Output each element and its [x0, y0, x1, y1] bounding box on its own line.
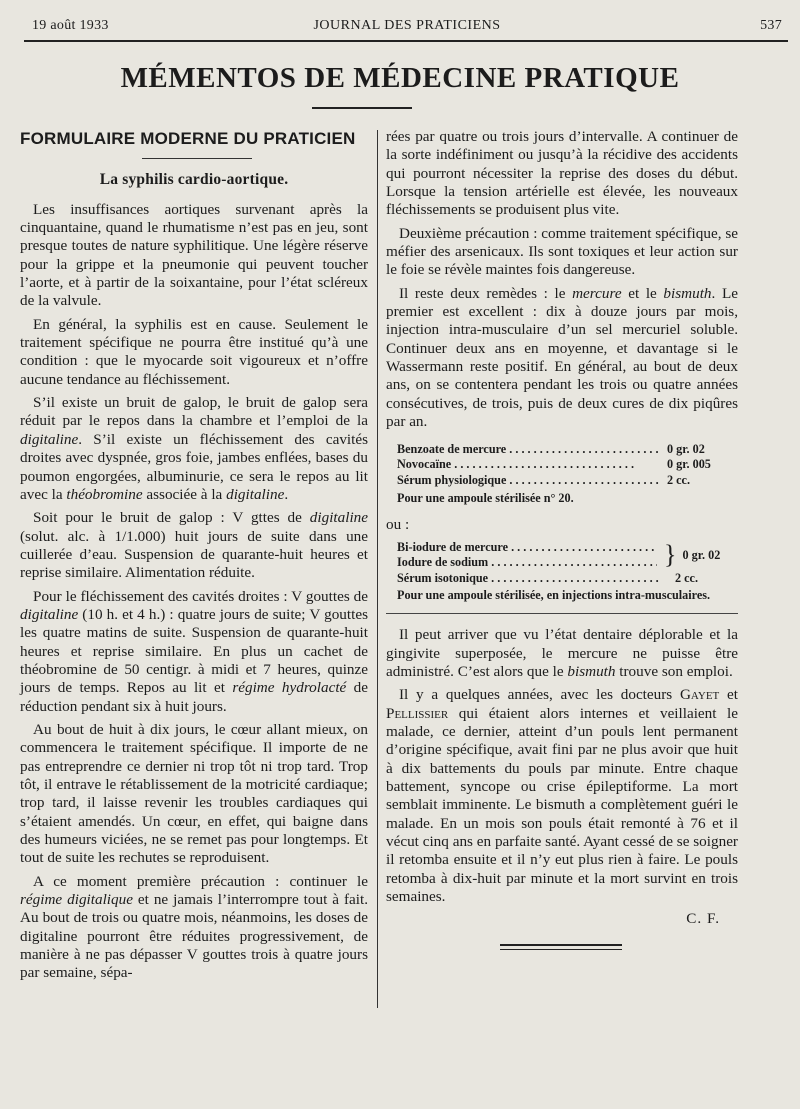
- prescription-2: [386, 540, 738, 604]
- end-rule-thin: [500, 949, 622, 950]
- prescription-line: Iodure de sodium . . .: [397, 555, 662, 571]
- end-rule: [500, 944, 622, 946]
- journal-name: JOURNAL DES PRATICIENS: [313, 18, 501, 33]
- title-rule: [312, 107, 412, 109]
- issue-date: 19 août 1933: [32, 18, 109, 33]
- section-header: FORMULAIRE MODERNE DU PRATICIEN: [20, 129, 356, 148]
- paragraph: A ce moment première précaution : continuer le régime digitalique et ne jamais l’interrompre tout à fait. Au bout de trois ou quatre mois, néanmoins, les doses de digitaline pourront être réduites progressivement, de manière à ne pas dépasser V gouttes trois à quatre jours par semaine, sépa-: [20, 872, 369, 982]
- paragraph: Pour le fléchissement des cavités droites : V gouttes de digitaline (10 h. et 4 h.) : quatre jours de suite; V gouttes les quatre matins de suite. Suspension de quarante-huit heures et reprise similaire. En plus un cachet de théobromine de 50 centigr. à midi et 7 heures, quinze jours de temps. Repos au lit et régime hydrolacté de réduction pendant six à huit jours.: [20, 587, 368, 715]
- page-number: 537: [760, 18, 782, 33]
- prescription-1: [386, 442, 738, 507]
- paragraph: Il reste deux remèdes : le mercure et le bismuth. Le premier est excellent : dix à douze jours par mois, injection intra-musculaire d’un sel mercuriel soluble. Continuer deux ans en moyenne, et davantage si le Wassermann reste positif. En général, au bout de deux ans, on se contentera pendant les trois ou quatre années consécutives, de trois, puis de deux cures de dix piqûres par an.: [386, 284, 738, 431]
- main-title: MÉMENTOS DE MÉDECINE PRATIQUE: [120, 62, 680, 94]
- group-dose: 0 gr. 02: [682, 547, 721, 562]
- paragraph: Soit pour le bruit de galop : V gttes de digitaline (solut. alc. à 1/1.000) huit jours de suite dans une cuillerée d’eau. Suspension de quarante-huit heures et reprise similaire. Alimentation réduite.: [20, 509, 368, 582]
- section-rule: [142, 158, 252, 159]
- paragraph: Il y a quelques années, avec les docteurs Gayet et Pellissier qui étaient alors internes et veillaient le malade, ce dernier, atteint d’un pouls lent permanent d’origine spécifique, avait fini par ne plus avoir que huit à dix battements du pouls par minute. Entre chaque battement, syncope ou crise épileptiforme. La mort semblait imminente. Le bismuth a complètement guéri le malade. En un mois son pouls était remonté à 76 et il vécut cinq ans en parfaite santé. Ayant cessé de se soigner il retomba ensuite et il n’y eut plus rien à faire. Le pouls retomba à dix-huit par minute et la mort survint en trois semaines.: [386, 686, 738, 906]
- prescription-note: Pour une ampoule stérilisée, en injections intra-musculaires.: [397, 588, 711, 603]
- paragraph: S’il existe un bruit de galop, le bruit de galop sera réduit par le repos dans la chambre et l’emploi de la digitaline. S’il existe un fléchissement des cavités droites avec dyspnée, gros foie, jambes enflées, bases du poumon engorgées, albuminurie, ce sera le repos au lit avec la théobromine associée à la digitaline.: [20, 394, 368, 503]
- article-title: La syphilis cardio-aortique.: [99, 171, 289, 189]
- paragraph: Il peut arriver que vu l’état dentaire déplorable et la gingivite superposée, le mercure ne puisse être administré. C’est alors que le bismuth trouve son emploi.: [386, 626, 738, 681]
- prescription-line: Novocaïne . . . 0 gr. 005: [397, 457, 738, 473]
- prescription-group: [397, 540, 738, 571]
- paragraph: Deuxième précaution : comme traitement spécifique, se méfier des arsenicaux. Ils sont toxiques et leur action sur le foie se révèle maintes fois dangereuse.: [386, 224, 738, 279]
- header-rule: [24, 40, 788, 42]
- column-divider: [377, 130, 378, 1008]
- right-column: [386, 128, 738, 950]
- running-head: [32, 18, 782, 40]
- signature: C. F.: [686, 909, 720, 927]
- prescription-line: Bi-iodure de mercure . . .: [397, 540, 662, 556]
- prescription-line: Benzoate de mercure . . . 0 gr. 02: [397, 442, 738, 458]
- prescription-line: Sérum isotonique . . . 2 cc.: [397, 571, 738, 587]
- prescription-rule: [386, 613, 738, 614]
- brace-icon: }: [664, 540, 677, 570]
- prescription-line: Sérum physiologique . . . 2 cc.: [397, 473, 738, 489]
- paragraph: Les insuffisances aortiques survenant après la cinquantaine, quand le rhumatisme n’est pas en jeu, sont presque toutes de nature syphilitique. Une légère réserve pour la grippe et la pneumonie qui peuvent toucher l’aorte, et à partir de la soixantaine, pour l’état scléreux de la valvule.: [20, 200, 368, 310]
- paragraph: En général, la syphilis est en cause. Seulement le traitement spécifique ne pourra être institué qu’à une condition : que le myocarde soit vigoureux et n’offre aucune tendance au fléchissement.: [20, 315, 368, 388]
- alternative-label: ou :: [386, 515, 410, 533]
- prescription-note: Pour une ampoule stérilisée n° 20.: [397, 491, 574, 505]
- left-column: [20, 128, 368, 983]
- paragraph: Au bout de huit à dix jours, le cœur allant mieux, on commencera le traitement spécifique. Il importe de ne pas entreprendre ce dernier ni trop tôt ni trop tard. Trop tôt, il entrave le rétablissement de la motricité cardiaque; trop tard, il laisse revenir les troubles cardiaques qui s’étaient amendés. Un cœur, en effet, qui baigne dans des humeurs viciées, ne se remet pas pour longtemps. Et tout de suite les rechutes se reproduisent.: [20, 720, 368, 867]
- paragraph: rées par quatre ou trois jours d’intervalle. A continuer de la sorte indéfiniment ou jusqu’à la récidive des accidents qui pourront nécessiter la reprise des doses du début. Lorsque la tension artérielle est élevée, les nouveaux fléchissements se produisent plus vite.: [386, 128, 738, 219]
